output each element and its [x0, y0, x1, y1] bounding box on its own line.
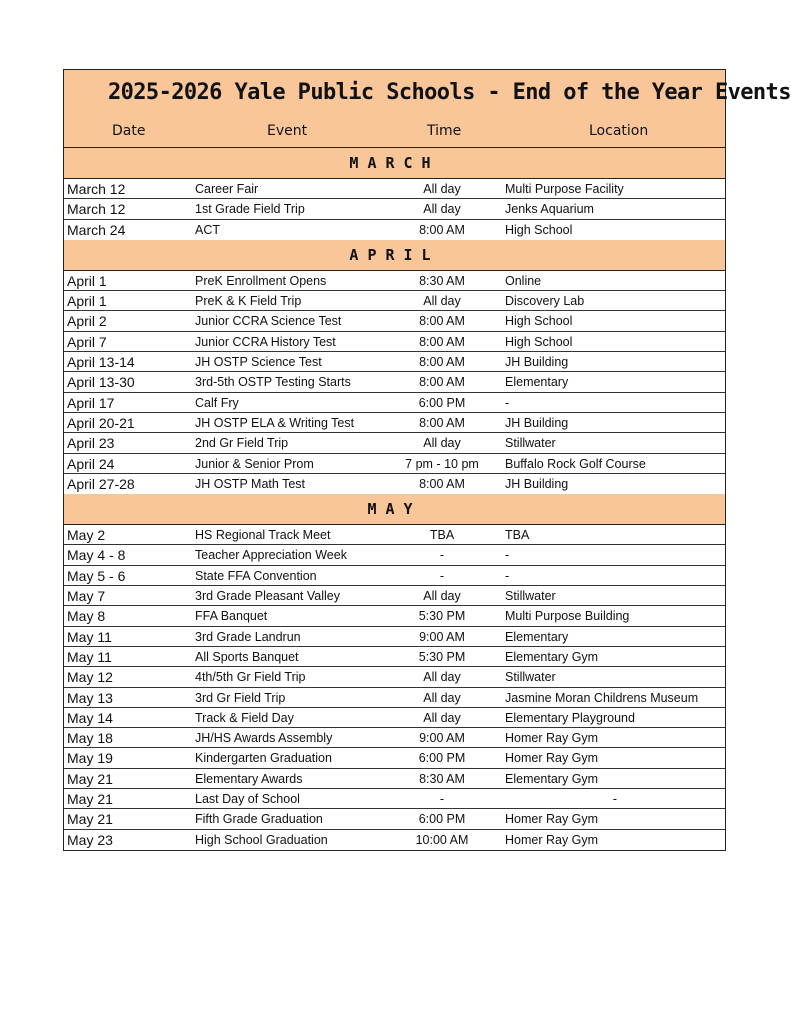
cell-time: 6:00 PM	[418, 812, 466, 827]
cell-location: -	[612, 792, 618, 807]
cell-event: 3rd Gr Field Trip	[195, 690, 286, 705]
table-body	[64, 148, 725, 850]
cell-time: All day	[423, 589, 461, 604]
table-row	[64, 454, 725, 474]
cell-location: Homer Ray Gym	[505, 751, 599, 766]
section-rows	[64, 179, 725, 240]
cell-event: Kindergarten Graduation	[195, 751, 332, 766]
cell-time: 9:00 AM	[419, 629, 465, 644]
table-row	[64, 728, 725, 748]
section-header-may: MAY	[64, 494, 725, 525]
cell-location: High School	[505, 222, 573, 237]
cell-time: 5:30 PM	[418, 609, 466, 624]
cell-date: April 23	[67, 435, 115, 452]
cell-event: 1st Grade Field Trip	[195, 202, 305, 217]
table-row	[64, 332, 725, 352]
cell-event: Career Fair	[195, 182, 259, 196]
cell-location: Buffalo Rock Golf Course	[505, 456, 646, 471]
cell-event: All Sports Banquet	[195, 649, 299, 664]
cell-date: April 7	[67, 333, 107, 350]
table-row	[64, 606, 725, 626]
table-row	[64, 586, 725, 606]
cell-date: May 11	[67, 628, 112, 645]
cell-event: Elementary Awards	[195, 771, 303, 786]
cell-location: -	[505, 395, 510, 410]
cell-date: May 12	[67, 669, 113, 686]
cell-time: 8:00 AM	[419, 476, 465, 491]
cell-date: May 23	[67, 831, 113, 848]
cell-date: May 21	[67, 811, 113, 828]
table-row	[64, 271, 725, 291]
cell-time: All day	[423, 202, 461, 217]
cell-event: Junior CCRA History Test	[195, 334, 336, 349]
cell-time: 8:00 AM	[419, 314, 465, 329]
table-row	[64, 413, 725, 433]
cell-date: May 11	[67, 648, 112, 665]
cell-event: JH/HS Awards Assembly	[195, 731, 333, 746]
cell-event: 3rd Grade Pleasant Valley	[195, 589, 340, 604]
table-header	[64, 70, 791, 148]
cell-time: -	[439, 792, 445, 807]
cell-time: 8:00 AM	[419, 375, 465, 390]
cell-time: 10:00 AM	[415, 832, 469, 847]
cell-location: High School	[505, 314, 573, 329]
cell-time: 8:30 AM	[419, 273, 465, 288]
cell-date: March 12	[67, 181, 126, 197]
cell-location: TBA	[505, 528, 530, 543]
cell-time: 6:00 PM	[418, 395, 466, 410]
cell-event: Track & Field Day	[195, 710, 294, 725]
cell-event: PreK & K Field Trip	[195, 294, 302, 309]
cell-date: April 20-21	[67, 414, 135, 431]
table-row	[64, 809, 725, 829]
cell-location: Stillwater	[505, 670, 556, 685]
cell-date: April 2	[67, 313, 107, 330]
cell-event: Last Day of School	[195, 792, 300, 807]
cell-date: April 17	[67, 394, 115, 411]
cell-date: May 4 - 8	[67, 547, 126, 564]
cell-location: Elementary Playground	[505, 710, 635, 725]
cell-event: Junior & Senior Prom	[195, 456, 314, 471]
cell-location: JH Building	[505, 415, 569, 430]
cell-date: April 13-30	[67, 374, 135, 391]
cell-location: Discovery Lab	[505, 294, 585, 309]
cell-date: May 5 - 6	[67, 567, 126, 584]
table-row	[64, 393, 725, 413]
cell-location: Elementary	[505, 375, 569, 390]
cell-date: April 1	[67, 293, 107, 310]
cell-event: State FFA Convention	[195, 568, 317, 583]
cell-location: -	[505, 548, 510, 563]
cell-date: May 19	[67, 750, 113, 767]
cell-event: 3rd-5th OSTP Testing Starts	[195, 375, 351, 390]
cell-location: High School	[505, 334, 573, 349]
table-row	[64, 545, 725, 565]
cell-location: Elementary Gym	[505, 649, 599, 664]
cell-event: Fifth Grade Graduation	[195, 812, 323, 827]
table-row	[64, 566, 725, 586]
cell-time: All day	[423, 710, 461, 725]
table-row	[64, 433, 725, 453]
cell-event: 3rd Grade Landrun	[195, 629, 301, 644]
cell-time: All day	[423, 670, 461, 685]
cell-time: 8:30 AM	[419, 771, 465, 786]
table-row	[64, 647, 725, 667]
cell-date: May 2	[67, 527, 106, 544]
table-row	[64, 627, 725, 647]
cell-location: Multi Purpose Facility	[505, 182, 624, 196]
table-row	[64, 789, 725, 809]
cell-date: April 24	[67, 455, 115, 472]
cell-event: 4th/5th Gr Field Trip	[195, 670, 306, 685]
cell-time: TBA	[429, 528, 455, 543]
section-header-march: MARCH	[64, 148, 725, 179]
cell-location: Stillwater	[505, 589, 556, 604]
cell-location: Jenks Aquarium	[505, 202, 594, 217]
cell-time: 8:00 AM	[419, 415, 465, 430]
section-rows	[64, 271, 725, 494]
cell-location: Online	[505, 273, 542, 288]
cell-time: 8:00 AM	[419, 222, 465, 237]
table-row	[64, 667, 725, 687]
column-header-time: Time	[427, 123, 462, 139]
cell-event: ACT	[195, 222, 220, 237]
table-row	[64, 220, 725, 240]
table-row	[64, 525, 725, 545]
table-row	[64, 291, 725, 311]
cell-event: JH OSTP ELA & Writing Test	[195, 415, 355, 430]
cell-date: May 18	[67, 730, 113, 747]
table-row	[64, 708, 725, 728]
cell-event: Teacher Appreciation Week	[195, 548, 347, 563]
cell-location: Multi Purpose Building	[505, 609, 630, 624]
cell-event: JH OSTP Math Test	[195, 476, 305, 491]
column-header-date: Date	[112, 123, 146, 139]
cell-date: April 13-14	[67, 354, 135, 371]
cell-date: March 12	[67, 201, 126, 218]
cell-location: Elementary	[505, 629, 569, 644]
cell-time: 6:00 PM	[418, 751, 466, 766]
table-row	[64, 769, 725, 789]
cell-location: Jasmine Moran Childrens Museum	[505, 690, 699, 705]
cell-event: FFA Banquet	[195, 609, 268, 624]
cell-time: -	[439, 548, 445, 563]
table-row	[64, 372, 725, 392]
cell-date: April 1	[67, 272, 107, 289]
cell-event: 2nd Gr Field Trip	[195, 436, 289, 451]
cell-date: May 21	[67, 770, 113, 787]
column-header-event: Event	[267, 123, 308, 139]
table-row	[64, 199, 725, 219]
table-row	[64, 830, 725, 850]
cell-time: 8:00 AM	[419, 334, 465, 349]
section-header-april: APRIL	[64, 240, 725, 271]
table-row	[64, 748, 725, 768]
events-table	[63, 69, 791, 851]
cell-location: Homer Ray Gym	[505, 731, 599, 746]
cell-time: All day	[423, 436, 461, 451]
cell-time: All day	[423, 690, 461, 705]
cell-location: JH Building	[505, 355, 569, 370]
section-rows	[64, 525, 725, 850]
cell-event: Calf Fry	[195, 395, 239, 410]
cell-location: Stillwater	[505, 436, 556, 451]
cell-date: May 14	[67, 709, 113, 726]
table-row	[64, 352, 725, 372]
cell-date: April 27-28	[67, 475, 135, 492]
cell-time: 9:00 AM	[419, 731, 465, 746]
cell-date: May 21	[67, 791, 113, 808]
table-row	[64, 474, 725, 494]
cell-event: JH OSTP Science Test	[195, 355, 322, 370]
cell-date: March 24	[67, 221, 126, 238]
cell-time: 8:00 AM	[419, 355, 465, 370]
column-header-location: Location	[589, 123, 649, 139]
cell-location: Homer Ray Gym	[505, 812, 599, 827]
page-title: 2025-2026 Yale Public Schools - End of the Year Events	[108, 80, 791, 105]
cell-location: JH Building	[505, 476, 569, 491]
cell-event: PreK Enrollment Opens	[195, 273, 327, 288]
cell-time: 7 pm - 10 pm	[405, 456, 479, 471]
cell-time: All day	[423, 294, 461, 309]
cell-event: High School Graduation	[195, 832, 328, 847]
table-row	[64, 179, 725, 199]
table-row	[64, 311, 725, 331]
cell-time: -	[439, 568, 445, 583]
cell-location: Elementary Gym	[505, 771, 599, 786]
cell-date: May 13	[67, 689, 113, 706]
cell-date: May 8	[67, 608, 106, 625]
cell-event: HS Regional Track Meet	[195, 528, 331, 543]
cell-time: All day	[423, 182, 461, 196]
cell-location: -	[505, 568, 510, 583]
cell-date: May 7	[67, 588, 106, 605]
cell-location: Homer Ray Gym	[505, 832, 599, 847]
table-row	[64, 688, 725, 708]
cell-event: Junior CCRA Science Test	[195, 314, 342, 329]
cell-time: 5:30 PM	[418, 649, 466, 664]
